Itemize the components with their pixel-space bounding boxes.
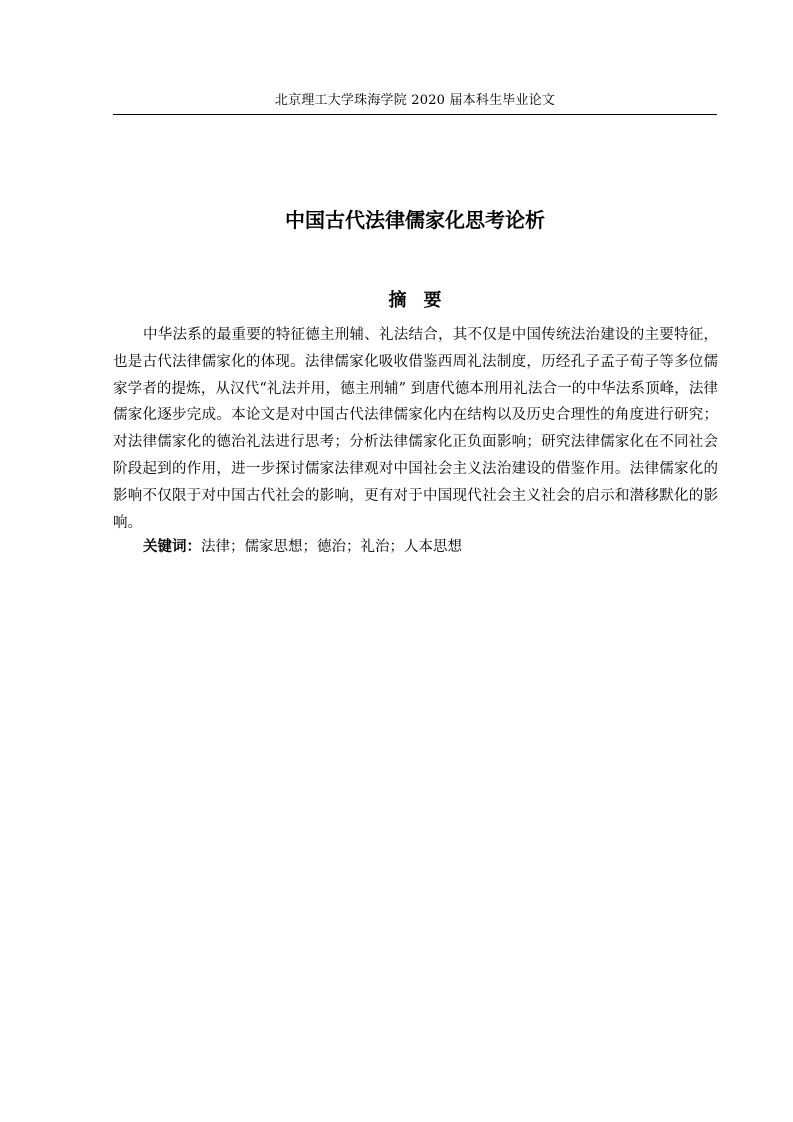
abstract-heading: 摘要 [388, 290, 459, 311]
abstract-body: 中华法系的最重要的特征德主刑辅、礼法结合，其不仅是中国传统法治建设的主要特征，也是古代法律儒家化的体现。法律儒家化吸收借鉴西周礼法制度，历经孔子孟子荀子等多位儒家学者的提炼，从汉代“礼法并用，德主刑辅” 到唐代德本刑用礼法合一的中华法系顶峰，法律儒家化逐步完成。本论文是对中国古代法律儒家化内在结构以及历史合理性的角度进行研究；对法律儒家化的德治礼法进行思考；分析法律儒家化正负面影响；研究法律儒家化在不同社会阶段起到的作用，进一步探讨儒家法律观对中国社会主义法治建设的借鉴作用。法律儒家化的影响不仅限于对中国古代社会的影响，更有对于中国现代社会主义社会的启示和潜移默化的影响。 [113, 327, 718, 531]
keywords-line [113, 534, 718, 560]
keywords-value: 法律；儒家思想；德治；礼治；人本思想 [201, 539, 462, 555]
thesis-title: 中国古代法律儒家化思考论析 [285, 208, 545, 232]
header-divider [113, 114, 717, 115]
keywords-label: 关键词： [143, 539, 201, 555]
running-header: 北京理工大学珠海学院 2020 届本科生毕业论文 [274, 93, 556, 108]
